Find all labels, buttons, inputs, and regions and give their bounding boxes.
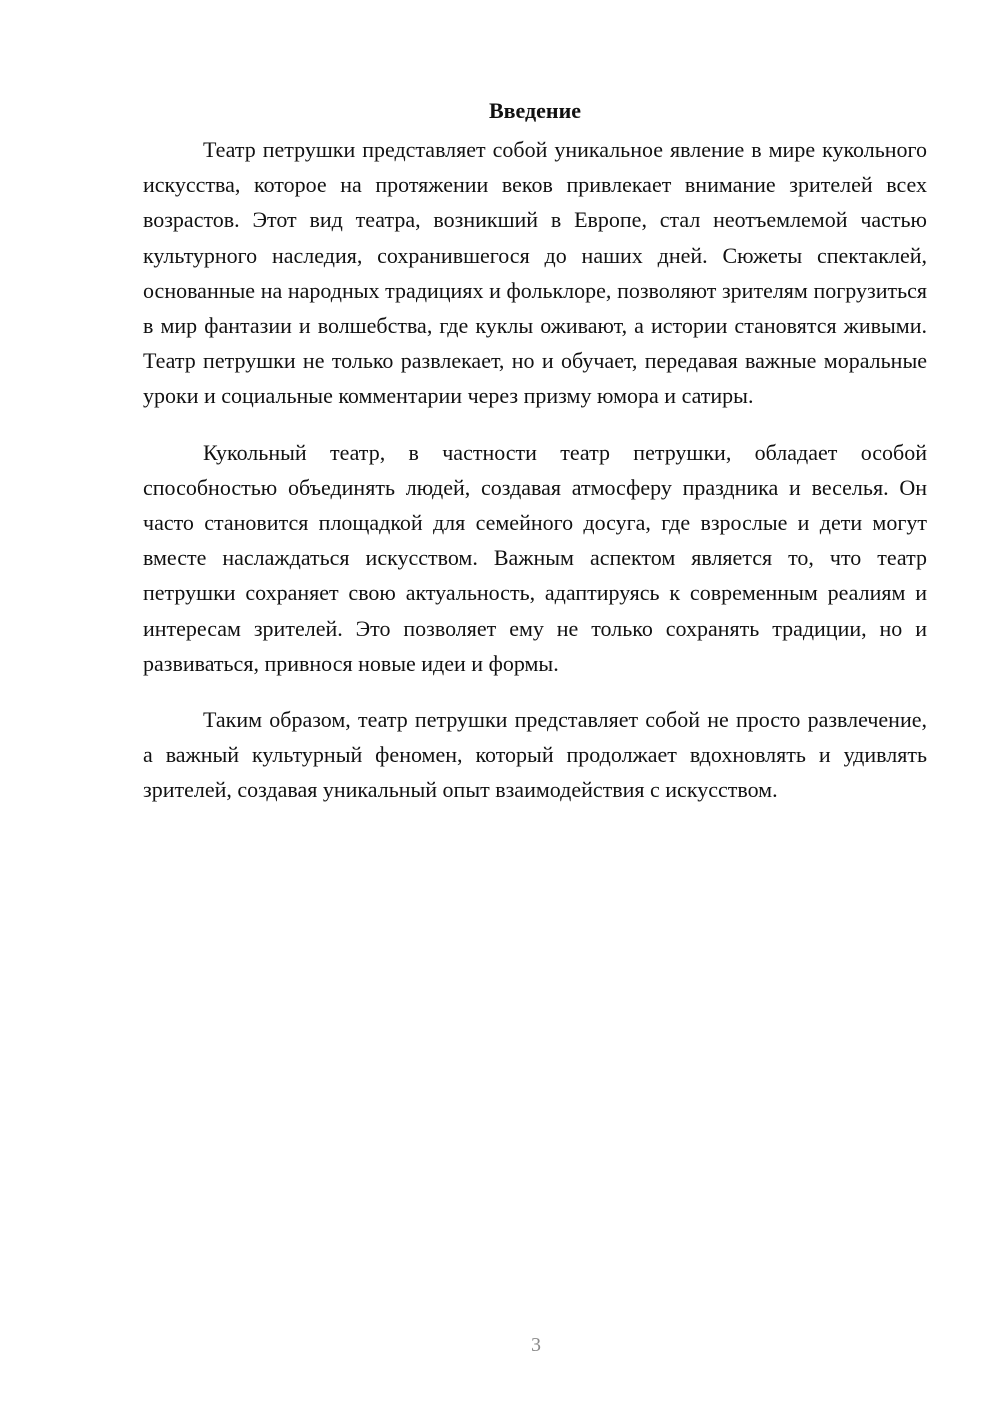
- paragraph-1: Театр петрушки представляет собой уникальное явление в мире кукольного искусства, которое на протяжении веков привлекает внимание зрителей всех возрастов. Этот вид театра, возникший в Европе, стал неотъемлемой частью культурного наследия, сохранившегося до наших дней. Сюжеты спектаклей, основанные на народных традициях и фольклоре, позволяют зрителям погрузиться в мир фантазии и волшебства, где куклы оживают, а истории становятся живыми. Театр петрушки не только развлекает, но и обучает, передавая важные моральные уроки и социальные комментарии через призму юмора и сатиры.: [143, 137, 927, 409]
- document-body: [143, 96, 927, 829]
- paragraph-2: Кукольный театр, в частности театр петрушки, обладает особой способностью объединять людей, создавая атмосферу праздника и веселья. Он часто становится площадкой для семейного досуга, где взрослые и дети могут вместе наслаждаться искусством. Важным аспектом является то, что театр петрушки сохраняет свою актуальность, адаптируясь к современным реалиям и интересам зрителей. Это позволяет ему не только сохранять традиции, но и развиваться, привнося новые идеи и формы.: [143, 439, 927, 676]
- page-number: 3: [531, 1334, 541, 1356]
- section-heading: Введение: [488, 98, 582, 123]
- paragraph-3: Таким образом, театр петрушки представляет собой не просто развлечение, а важный культурный феномен, который продолжает вдохновлять и удивлять зрителей, создавая уникальный опыт взаимодействия с искусством.: [143, 707, 927, 803]
